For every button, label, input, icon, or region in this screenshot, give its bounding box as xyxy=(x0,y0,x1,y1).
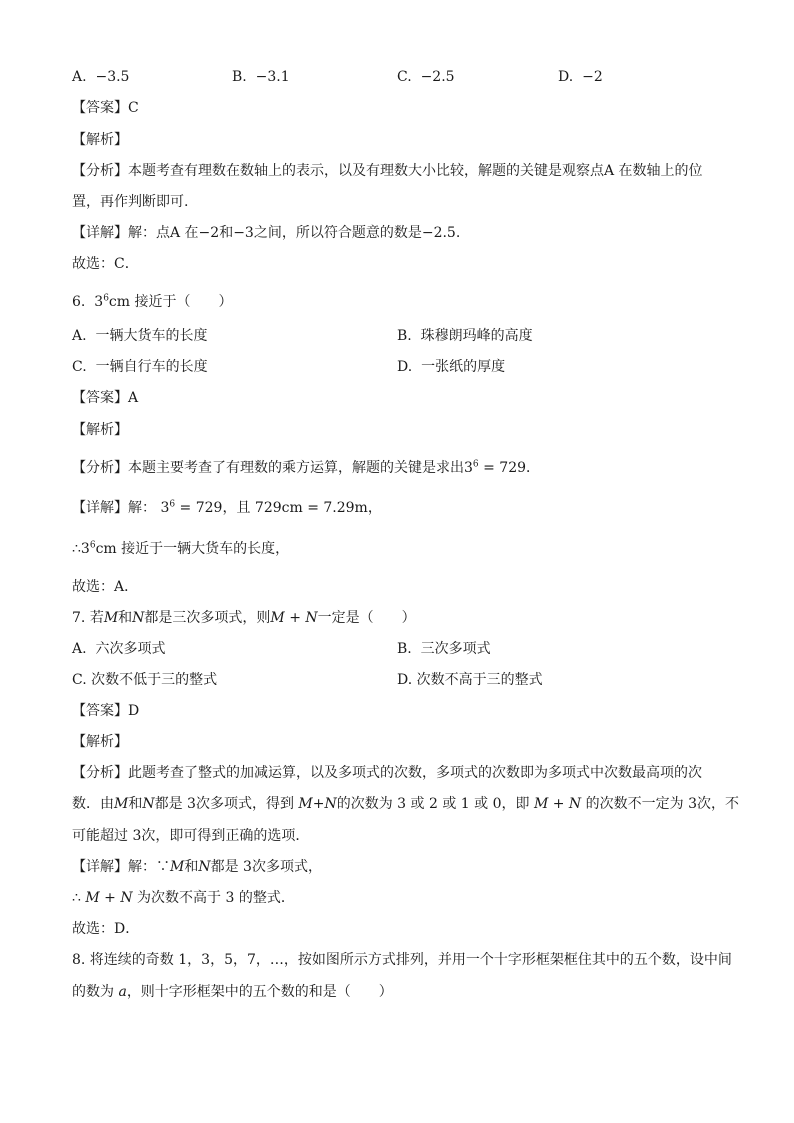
q7-conclusion: 故选：D． xyxy=(72,921,140,937)
q5-option-b: B. −3.1 xyxy=(232,69,290,85)
q8-stem-line2: 的数为 a，则十字形框架中的五个数的和是（ ） xyxy=(72,984,393,1000)
q6-therefore: $\therefore 3^6cm$ 接近于一辆大货车的长度， xyxy=(72,540,290,557)
q7-analysis-line3: 可能超过 3次，即可得到正确的选项． xyxy=(72,828,310,844)
q7-jiexi-heading: 【解析】 xyxy=(72,734,128,750)
q7-option-d: D. 次数不高于三的整式 xyxy=(397,672,543,688)
q5-answer: 【答案】C xyxy=(72,100,139,116)
q6-option-b: B. 珠穆朗玛峰的高度 xyxy=(397,328,533,344)
q6-option-d: D. 一张纸的厚度 xyxy=(397,359,506,375)
q5-detail: 【详解】解：点A 在−2和−3之间，所以符合题意的数是−2.5. xyxy=(72,225,461,241)
q6-detail: 【详解】解： $3^6 = 729$，且 729cm = 7.29m， xyxy=(72,499,382,516)
q5-conclusion: 故选：C． xyxy=(72,256,139,272)
q7-stem: 7. 若M和N都是三次多项式，则M + N一定是（ ） xyxy=(72,610,416,626)
q7-analysis-line1: 【分析】此题考查了整式的加减运算，以及多项式的次数，多项式的次数即为多项式中次数最高项的次 xyxy=(72,765,702,781)
q5-option-a: A. −3.5 xyxy=(72,69,130,85)
q7-option-b: B. 三次多项式 xyxy=(397,641,491,657)
q5-analysis-line2: 置，再作判断即可. xyxy=(72,194,189,210)
q5-analysis-line1: 【分析】本题考查有理数在数轴上的表示，以及有理数大小比较，解题的关键是观察点A 在数轴上的位 xyxy=(72,163,703,179)
q6-conclusion: 故选：A． xyxy=(72,579,139,595)
q7-option-c: C. 次数不低于三的整式 xyxy=(72,672,218,688)
q5-jiexi-heading: 【解析】 xyxy=(72,132,128,148)
q7-answer: 【答案】D xyxy=(72,703,140,719)
q7-analysis-line2: 数．由M和N都是 3次多项式，得到 M+N的次数为 3 或 2 或 1 或 0，即 M + N 的次数不一定为 3次，不 xyxy=(72,796,739,812)
q5-option-c: C. −2.5 xyxy=(397,69,455,85)
q6-stem: 6. $3^6cm$ 接近于（ ） xyxy=(72,293,233,310)
q5-option-d: D. −2 xyxy=(558,69,603,85)
q7-detail: 【详解】解：∵M和N都是 3次多项式， xyxy=(72,859,322,875)
q7-therefore: ∴ M + N 为次数不高于 3 的整式． xyxy=(72,890,295,906)
q6-option-c: C. 一辆自行车的长度 xyxy=(72,359,208,375)
q8-stem-line1: 8. 将连续的奇数 1，3，5，7，…，按如图所示方式排列，并用一个十字形框架框住其中的五个数，设中间 xyxy=(72,952,732,968)
q6-analysis: 【分析】本题主要考查了有理数的乘方运算，解题的关键是求出$3^6 = 729$． xyxy=(72,459,541,476)
q7-option-a: A. 六次多项式 xyxy=(72,641,166,657)
q6-answer: 【答案】A xyxy=(72,390,139,406)
q6-option-a: A. 一辆大货车的长度 xyxy=(72,328,208,344)
q6-jiexi-heading: 【解析】 xyxy=(72,422,128,438)
